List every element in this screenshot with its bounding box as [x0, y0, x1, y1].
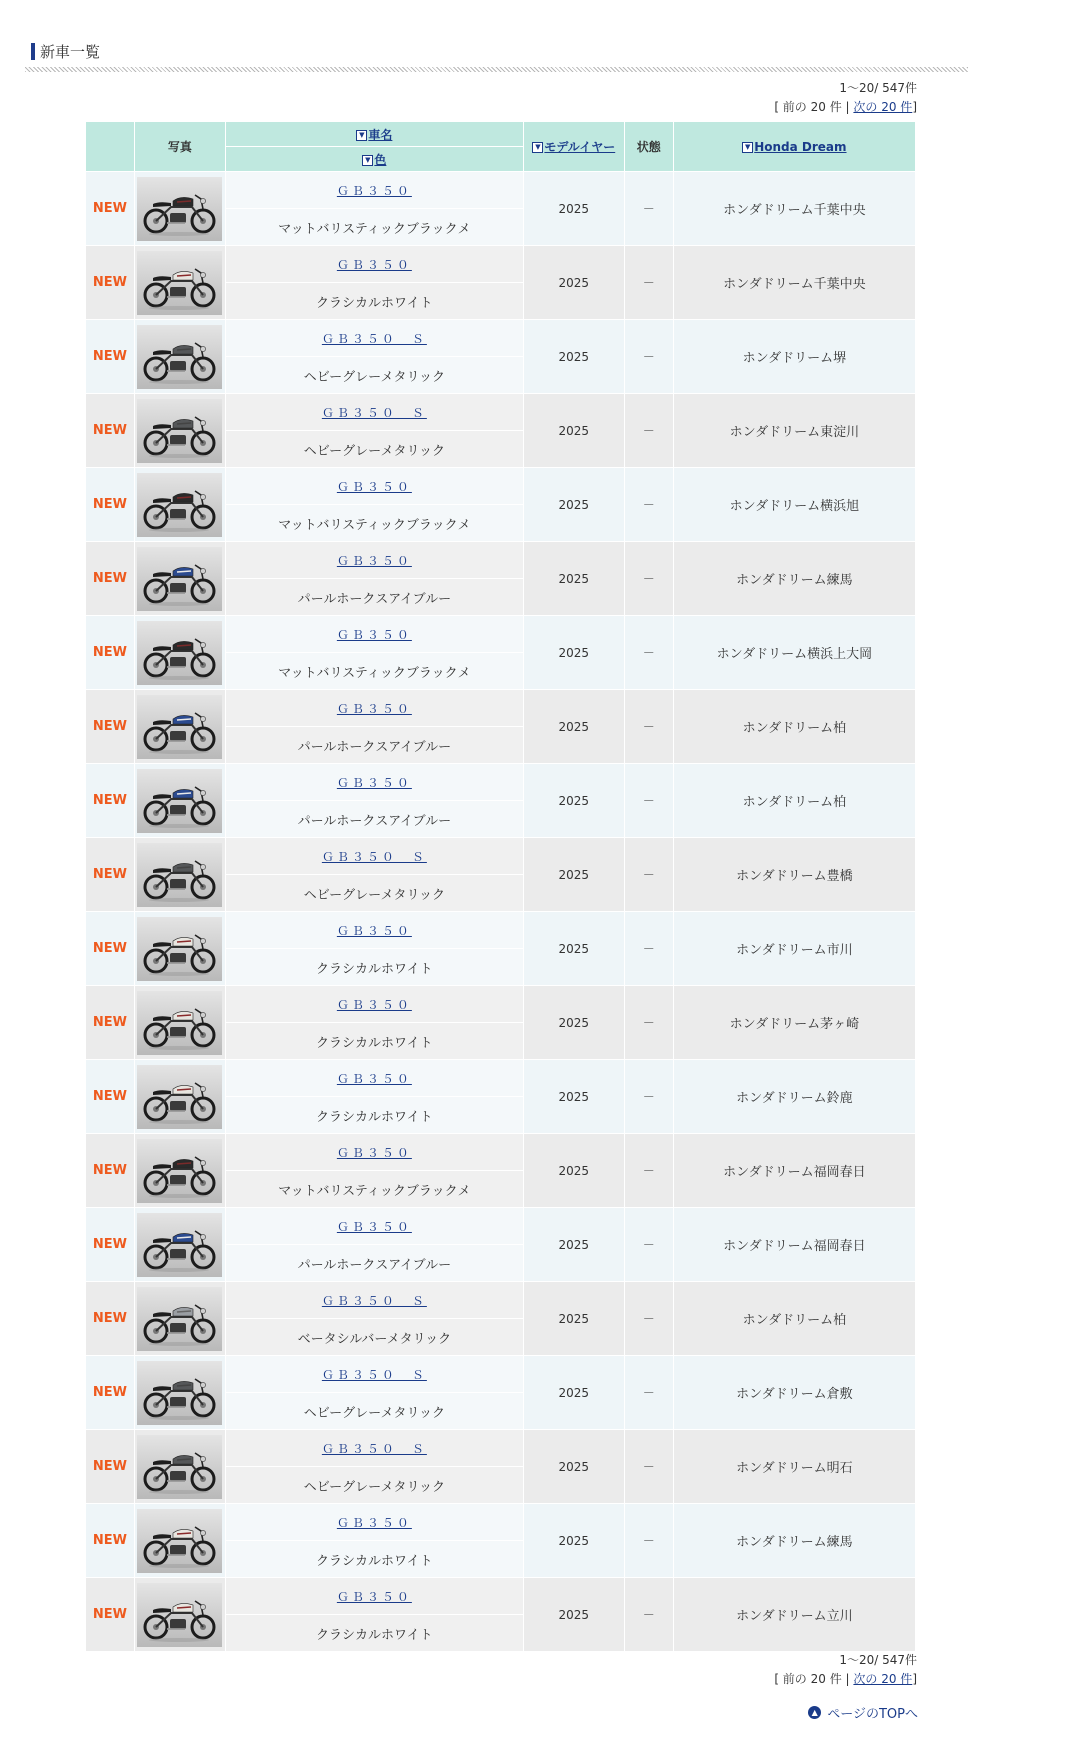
model-name-cell: [225, 838, 523, 875]
dealer-name: ホンダドリーム堺: [673, 320, 915, 394]
dealer-name: ホンダドリーム立川: [673, 1578, 915, 1652]
bike-photo-cell: [134, 838, 225, 912]
bike-photo[interactable]: [137, 251, 222, 315]
new-badge: NEW: [86, 838, 135, 912]
status: －: [624, 1578, 673, 1652]
model-name-link[interactable]: ＧＢ３５０: [336, 997, 412, 1012]
new-badge: NEW: [86, 1134, 135, 1208]
bike-photo[interactable]: [137, 1287, 222, 1351]
model-name-link[interactable]: ＧＢ３５０: [336, 627, 412, 642]
model-name-cell: [225, 1134, 523, 1171]
dealer-name: ホンダドリーム千葉中央: [673, 172, 915, 246]
status: －: [624, 986, 673, 1060]
model-year: 2025: [523, 394, 624, 468]
bike-photo-cell: [134, 1060, 225, 1134]
model-name-cell: [225, 1578, 523, 1615]
table-row: [86, 690, 916, 727]
status: －: [624, 320, 673, 394]
next-page-link[interactable]: 次の 20 件: [853, 100, 913, 114]
color-name: ベータシルバーメタリック: [225, 1319, 523, 1356]
model-year: 2025: [523, 468, 624, 542]
status: －: [624, 690, 673, 764]
new-badge: NEW: [86, 1060, 135, 1134]
pager-close: ]: [912, 1672, 917, 1686]
new-badge: NEW: [86, 1578, 135, 1652]
section-title: [31, 41, 100, 61]
model-name-cell: [225, 1430, 523, 1467]
status: －: [624, 1282, 673, 1356]
dealer-name: ホンダドリーム福岡春日: [673, 1208, 915, 1282]
pager-range: 1～20/ 547件: [839, 81, 917, 95]
dealer-name: ホンダドリーム福岡春日: [673, 1134, 915, 1208]
dealer-name: ホンダドリーム茅ヶ崎: [673, 986, 915, 1060]
color-name: ヘビーグレーメタリック: [225, 875, 523, 912]
bike-photo-cell: [134, 246, 225, 320]
status: －: [624, 542, 673, 616]
model-year: 2025: [523, 912, 624, 986]
bike-photo[interactable]: [137, 399, 222, 463]
model-name-cell: [225, 986, 523, 1023]
model-year: 2025: [523, 1282, 624, 1356]
section-title-text: 新車一覧: [40, 42, 101, 61]
color-name: パールホークスアイブルー: [225, 727, 523, 764]
next-page-link[interactable]: 次の 20 件: [853, 1672, 913, 1686]
header-dealer: [673, 122, 915, 172]
sort-by-model-year-link[interactable]: モデルイヤー: [544, 140, 616, 154]
sort-down-icon[interactable]: ▼: [742, 142, 753, 153]
model-year: 2025: [523, 320, 624, 394]
model-name-link[interactable]: ＧＢ３５０ Ｓ: [321, 849, 427, 864]
model-year: 2025: [523, 616, 624, 690]
page-top-link[interactable]: [808, 1703, 918, 1722]
status: －: [624, 1060, 673, 1134]
new-badge: NEW: [86, 1356, 135, 1430]
color-name: クラシカルホワイト: [225, 1097, 523, 1134]
model-name-cell: [225, 912, 523, 949]
model-name-cell: [225, 172, 523, 209]
model-name-cell: [225, 1060, 523, 1097]
new-badge: NEW: [86, 246, 135, 320]
table-row: [86, 320, 916, 357]
bike-photo-cell: [134, 616, 225, 690]
bike-photo-cell: [134, 172, 225, 246]
model-name-cell: [225, 1356, 523, 1393]
model-name-cell: [225, 246, 523, 283]
new-badge: NEW: [86, 986, 135, 1060]
table-row: [86, 1578, 916, 1615]
color-name: クラシカルホワイト: [225, 1541, 523, 1578]
page-top-label: ページのTOPへ: [827, 1707, 918, 1722]
dealer-name: ホンダドリーム倉敷: [673, 1356, 915, 1430]
sort-down-icon[interactable]: ▼: [362, 155, 373, 166]
dealer-name: ホンダドリーム千葉中央: [673, 246, 915, 320]
bike-photo-cell: [134, 1578, 225, 1652]
bike-photo[interactable]: [137, 1509, 222, 1573]
bike-photo-cell: [134, 1430, 225, 1504]
model-name-cell: [225, 616, 523, 653]
dealer-name: ホンダドリーム明石: [673, 1430, 915, 1504]
dealer-name: ホンダドリーム柏: [673, 690, 915, 764]
bike-photo[interactable]: [137, 621, 222, 685]
bike-photo-cell: [134, 1134, 225, 1208]
model-year: 2025: [523, 1578, 624, 1652]
model-year: 2025: [523, 1504, 624, 1578]
model-year: 2025: [523, 1356, 624, 1430]
header-name: [225, 122, 523, 147]
table-row: [86, 616, 916, 653]
sort-by-name-link[interactable]: 車名: [368, 127, 393, 142]
dealer-name: ホンダドリーム豊橋: [673, 838, 915, 912]
color-name: ヘビーグレーメタリック: [225, 1393, 523, 1430]
model-year: 2025: [523, 1208, 624, 1282]
bike-photo-cell: [134, 690, 225, 764]
color-name: パールホークスアイブルー: [225, 579, 523, 616]
model-name-cell: [225, 1504, 523, 1541]
bike-photo[interactable]: [137, 1583, 222, 1647]
model-name-link[interactable]: ＧＢ３５０: [336, 479, 412, 494]
model-name-cell: [225, 542, 523, 579]
header-photo: 写真: [134, 122, 225, 172]
dealer-name: ホンダドリーム鈴鹿: [673, 1060, 915, 1134]
model-name-link[interactable]: ＧＢ３５０: [336, 553, 412, 568]
header-status: 状態: [624, 122, 673, 172]
model-name-link[interactable]: ＧＢ３５０ Ｓ: [321, 1441, 427, 1456]
color-name: ヘビーグレーメタリック: [225, 357, 523, 394]
model-name-link[interactable]: ＧＢ３５０: [336, 775, 412, 790]
dealer-name: ホンダドリーム柏: [673, 764, 915, 838]
dealer-name: ホンダドリーム練馬: [673, 1504, 915, 1578]
color-name: パールホークスアイブルー: [225, 801, 523, 838]
table-row: [86, 1430, 916, 1467]
pager-top: [774, 79, 917, 117]
color-name: マットバリスティックブラックメ: [225, 209, 523, 246]
bike-photo[interactable]: [137, 177, 222, 241]
model-year: 2025: [523, 986, 624, 1060]
title-divider: [25, 67, 968, 72]
table-row: [86, 1208, 916, 1245]
model-name-link[interactable]: ＧＢ３５０ Ｓ: [321, 1367, 427, 1382]
bike-photo-cell: [134, 542, 225, 616]
table-row: [86, 838, 916, 875]
bike-photo[interactable]: [137, 1065, 222, 1129]
bike-photo-cell: [134, 320, 225, 394]
status: －: [624, 764, 673, 838]
model-name-cell: [225, 764, 523, 801]
color-name: ヘビーグレーメタリック: [225, 431, 523, 468]
model-name-link[interactable]: ＧＢ３５０: [336, 701, 412, 716]
dealer-name: ホンダドリーム市川: [673, 912, 915, 986]
table-row: [86, 912, 916, 949]
model-name-cell: [225, 1208, 523, 1245]
dealer-name: ホンダドリーム練馬: [673, 542, 915, 616]
model-name-cell: [225, 468, 523, 505]
table-row: [86, 1504, 916, 1541]
status: －: [624, 394, 673, 468]
color-name: クラシカルホワイト: [225, 1615, 523, 1652]
sort-down-icon[interactable]: ▼: [532, 142, 543, 153]
status: －: [624, 616, 673, 690]
header-color: [225, 147, 523, 172]
model-year: 2025: [523, 838, 624, 912]
header-model-year: [523, 122, 624, 172]
bike-photo-cell: [134, 468, 225, 542]
new-badge: NEW: [86, 320, 135, 394]
model-name-cell: [225, 690, 523, 727]
bike-photo-cell: [134, 1356, 225, 1430]
pager-close: ]: [912, 100, 917, 114]
model-name-link[interactable]: ＧＢ３５０ Ｓ: [321, 331, 427, 346]
table-row: [86, 246, 916, 283]
bike-photo[interactable]: [137, 1361, 222, 1425]
table-body: [86, 172, 916, 1652]
color-name: ヘビーグレーメタリック: [225, 1467, 523, 1504]
bike-photo-cell: [134, 1208, 225, 1282]
arrow-up-icon: ▲: [808, 1706, 821, 1719]
bike-photo[interactable]: [137, 1435, 222, 1499]
dealer-name: ホンダドリーム横浜旭: [673, 468, 915, 542]
bike-photo[interactable]: [137, 695, 222, 759]
model-name-link[interactable]: ＧＢ３５０: [336, 183, 412, 198]
color-name: クラシカルホワイト: [225, 1023, 523, 1060]
model-year: 2025: [523, 1134, 624, 1208]
model-year: 2025: [523, 1430, 624, 1504]
status: －: [624, 912, 673, 986]
model-year: 2025: [523, 246, 624, 320]
bike-photo[interactable]: [137, 547, 222, 611]
pager-links: [774, 1670, 917, 1689]
model-name-link[interactable]: ＧＢ３５０: [336, 257, 412, 272]
table-row: [86, 172, 916, 209]
model-name-link[interactable]: ＧＢ３５０: [336, 1145, 412, 1160]
model-name-link[interactable]: ＧＢ３５０: [336, 1071, 412, 1086]
table-row: [86, 1060, 916, 1097]
new-badge: NEW: [86, 912, 135, 986]
new-badge: NEW: [86, 1208, 135, 1282]
status: －: [624, 1134, 673, 1208]
bike-photo[interactable]: [137, 917, 222, 981]
table-row: [86, 394, 916, 431]
dealer-name: ホンダドリーム横浜上大岡: [673, 616, 915, 690]
model-year: 2025: [523, 1060, 624, 1134]
new-bike-table: [85, 121, 916, 1652]
table-row: [86, 986, 916, 1023]
model-name-link[interactable]: ＧＢ３５０: [336, 1589, 412, 1604]
status: －: [624, 1430, 673, 1504]
bike-photo[interactable]: [137, 769, 222, 833]
dealer-name: ホンダドリーム東淀川: [673, 394, 915, 468]
color-name: クラシカルホワイト: [225, 283, 523, 320]
model-name-cell: [225, 394, 523, 431]
status: －: [624, 172, 673, 246]
model-year: 2025: [523, 764, 624, 838]
new-badge: NEW: [86, 690, 135, 764]
bike-photo-cell: [134, 764, 225, 838]
status: －: [624, 1208, 673, 1282]
model-name-link[interactable]: ＧＢ３５０ Ｓ: [321, 1293, 427, 1308]
bike-photo-cell: [134, 394, 225, 468]
status: －: [624, 1504, 673, 1578]
new-badge: NEW: [86, 1430, 135, 1504]
table-row: [86, 1282, 916, 1319]
sort-down-icon[interactable]: ▼: [356, 130, 367, 141]
status: －: [624, 246, 673, 320]
bike-photo[interactable]: [137, 991, 222, 1055]
dealer-name: ホンダドリーム柏: [673, 1282, 915, 1356]
table-row: [86, 542, 916, 579]
new-badge: NEW: [86, 616, 135, 690]
table-row: [86, 1356, 916, 1393]
color-name: マットバリスティックブラックメ: [225, 1171, 523, 1208]
model-year: 2025: [523, 172, 624, 246]
color-name: マットバリスティックブラックメ: [225, 653, 523, 690]
model-name-link[interactable]: ＧＢ３５０ Ｓ: [321, 405, 427, 420]
sort-by-color-link[interactable]: 色: [374, 152, 387, 167]
pager-range: 1～20/ 547件: [839, 1653, 917, 1667]
status: －: [624, 1356, 673, 1430]
color-name: マットバリスティックブラックメ: [225, 505, 523, 542]
bike-photo-cell: [134, 1282, 225, 1356]
bike-photo[interactable]: [137, 1213, 222, 1277]
bike-photo[interactable]: [137, 843, 222, 907]
new-badge: NEW: [86, 764, 135, 838]
status: －: [624, 468, 673, 542]
model-name-link[interactable]: ＧＢ３５０: [336, 923, 412, 938]
header-badge: [86, 122, 135, 172]
table-row: [86, 764, 916, 801]
pager-bottom: [774, 1651, 917, 1689]
model-year: 2025: [523, 542, 624, 616]
new-badge: NEW: [86, 1504, 135, 1578]
title-bar-marker: [31, 43, 35, 60]
new-badge: NEW: [86, 468, 135, 542]
color-name: クラシカルホワイト: [225, 949, 523, 986]
new-badge: NEW: [86, 542, 135, 616]
model-name-cell: [225, 320, 523, 357]
bike-photo-cell: [134, 912, 225, 986]
model-name-cell: [225, 1282, 523, 1319]
new-badge: NEW: [86, 394, 135, 468]
bike-photo[interactable]: [137, 1139, 222, 1203]
model-name-link[interactable]: ＧＢ３５０: [336, 1515, 412, 1530]
status: －: [624, 838, 673, 912]
pager-prev-label: [ 前の 20 件 |: [774, 100, 850, 114]
new-badge: NEW: [86, 1282, 135, 1356]
new-badge: NEW: [86, 172, 135, 246]
model-year: 2025: [523, 690, 624, 764]
color-name: パールホークスアイブルー: [225, 1245, 523, 1282]
bike-photo[interactable]: [137, 325, 222, 389]
model-name-link[interactable]: ＧＢ３５０: [336, 1219, 412, 1234]
pager-links: [774, 98, 917, 117]
bike-photo[interactable]: [137, 473, 222, 537]
pager-prev-label: [ 前の 20 件 |: [774, 1672, 850, 1686]
table-row: [86, 468, 916, 505]
table-row: [86, 1134, 916, 1171]
bike-photo-cell: [134, 986, 225, 1060]
bike-photo-cell: [134, 1504, 225, 1578]
sort-by-dealer-link[interactable]: Honda Dream: [754, 139, 847, 154]
